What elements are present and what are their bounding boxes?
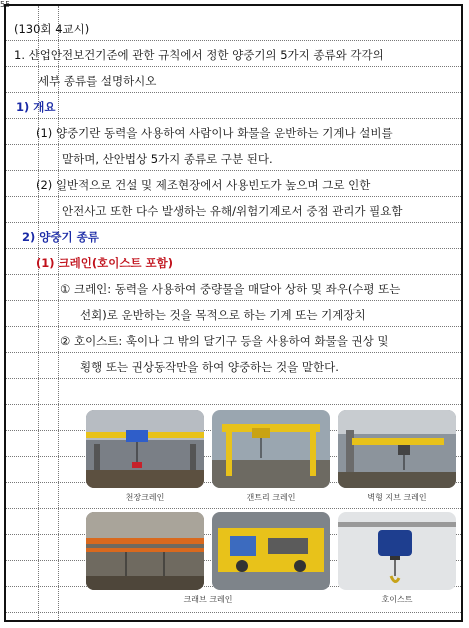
- caption-gantry-crane: 갠트리 크레인: [246, 493, 296, 502]
- grid-hline: [6, 352, 461, 353]
- grid-hline: [6, 66, 461, 67]
- question-line-1: 1. 산업안전보건기준에 관한 규칙에서 정한 양중기의 5가지 종류와 각각의: [14, 48, 384, 62]
- caption-crab-crane: 크래브 크레인: [183, 595, 233, 604]
- grid-hline: [6, 40, 461, 41]
- grid-hline: [6, 274, 461, 275]
- page-corner-number: 55: [0, 0, 11, 9]
- grid-hline: [6, 404, 461, 405]
- grid-hline: [6, 144, 461, 145]
- grid-hline: [6, 196, 461, 197]
- photo-crab-crane-2: [212, 512, 330, 590]
- grid-vline: [58, 6, 59, 620]
- caption-hoist: 호이스트: [381, 595, 413, 604]
- grid-hline: [6, 170, 461, 171]
- caption-wall-jib-crane: 벽형 지브 크레인: [367, 493, 427, 502]
- overview-p1-line-2: 말하며, 산안법상 5가지 종류로 구분 된다.: [62, 152, 273, 166]
- overview-p1-line-1: (1) 양중기란 동력을 사용하여 사람이나 화물을 운반하는 기계나 설비를: [36, 126, 393, 140]
- photo-gantry-crane: [212, 410, 330, 488]
- photo-wall-jib-crane: [338, 410, 456, 488]
- grid-hline: [6, 248, 461, 249]
- photo-hoist: [338, 512, 456, 590]
- photo-crab-crane-1: [86, 512, 204, 590]
- section-2-title: 2) 양중기 종류: [22, 230, 99, 244]
- answer-sheet: [4, 4, 463, 622]
- grid-hline: [6, 508, 461, 509]
- photo-overhead-crane: [86, 410, 204, 488]
- caption-overhead-crane: 천장크레인: [125, 493, 165, 502]
- grid-hline: [6, 378, 461, 379]
- grid-hline: [6, 118, 461, 119]
- crane-item-1-line-1: ① 크레인: 동력을 사용하여 중량물을 매달아 상하 및 좌우(수평 또는: [60, 282, 401, 296]
- grid-hline: [6, 92, 461, 93]
- grid-vline: [38, 6, 39, 620]
- overview-p2-line-1: (2) 일반적으로 건설 및 제조현장에서 사용빈도가 높으며 그로 인한: [36, 178, 371, 192]
- overview-p2-line-2: 안전사고 또한 다수 발생하는 유해/위험기계로서 중점 관리가 필요함: [62, 204, 403, 218]
- grid-hline: [6, 222, 461, 223]
- crane-item-1-line-2: 선회)로 운반하는 것을 목적으로 하는 기계 또는 기계장치: [80, 308, 366, 322]
- session-label: (130회 4교시): [14, 22, 90, 36]
- crane-item-2-line-2: 횡행 또는 권상동작만을 하여 양중하는 것을 말한다.: [80, 360, 339, 374]
- question-line-2: 세부 종류를 설명하시오: [38, 74, 157, 88]
- grid-hline: [6, 326, 461, 327]
- grid-hline: [6, 300, 461, 301]
- section-1-title: 1) 개요: [16, 100, 56, 114]
- crane-subsection-title: (1) 크레인(호이스트 포함): [36, 256, 174, 270]
- grid-hline: [6, 612, 461, 613]
- crane-item-2-line-1: ② 호이스트: 훅이나 그 밖의 달기구 등을 사용하여 화물을 권상 및: [60, 334, 389, 348]
